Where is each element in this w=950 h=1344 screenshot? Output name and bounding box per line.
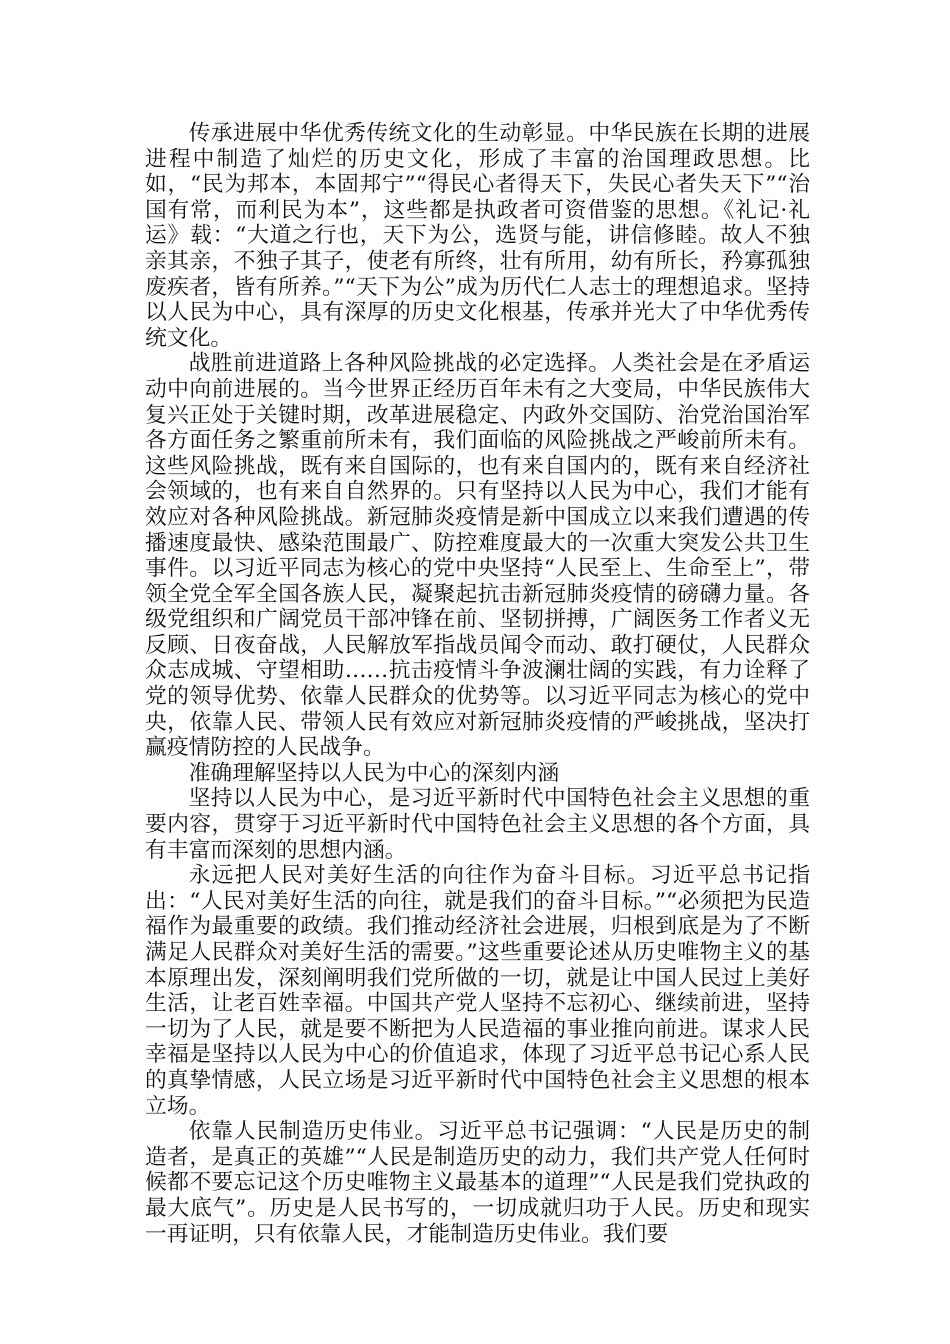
- section-heading: 准确理解坚持以人民为中心的深刻内涵: [188, 760, 560, 786]
- paragraph-risk-challenges: 战胜前进道路上各种风险挑战的必定选择。人类社会是在矛盾运动中向前进展的。当今世界正经历百年未有之大变局，中华民族伟大复兴正处于关键时期，改革进展稳定、内政外交国防、治党治国治军各方面任务之繁重前所未有，我们面临的风险挑战之严峻前所未有。这些风险挑战，既有来自国际的，也有来自国内的，既有来自经济社会领域的，也有来自自然界的。只有坚持以人民为中心，我们才能有效应对各种风险挑战。新冠肺炎疫情是新中国成立以来我们遭遇的传播速度最快、感染范围最广、防控难度最大的一次重大突发公共卫生事件。以习近平同志为核心的党中央坚持“人民至上、生命至上”，带领全党全军全国各族人民，凝聚起抗击新冠肺炎疫情的磅礴力量。各级党组织和广阔党员干部冲锋在前、坚韧拼搏，广阔医务工作者义无反顾、日夜奋战，人民解放军指战员闻令而动、敢打硬仗，人民群众众志成城、守望相助……抗击疫情斗争波澜壮阔的实践，有力诠释了党的领导优势、依靠人民群众的优势等。以习近平同志为核心的党中央，依靠人民、带领人民有效应对新冠肺炎疫情的严峻挑战，坚决打赢疫情防控的人民战争。: [145, 351, 810, 761]
- paragraph-rely-on-people: 依靠人民制造历史伟业。习近平总书记强调：“人民是历史的制造者，是真正的英雄”“人民是制造历史的动力，我们共产党人任何时候都不要忘记这个历史唯物主义最基本的道理”“人民是我们党执政的最大底气”。历史是人民书写的，一切成就归功于人民。历史和现实一再证明，只有依靠人民，才能制造历史伟业。我们要: [145, 1119, 810, 1247]
- paragraph-cultural-heritage: 传承进展中华优秀传统文化的生动彰显。中华民族在长期的进展进程中制造了灿烂的历史文化，形成了丰富的治国理政思想。比如，“民为邦本，本固邦宁”“得民心者得天下，失民心者失天下”“治国有常，而利民为本”，这些都是执政者可资借鉴的思想。《礼记·礼运》载：“大道之行也，天下为公，选贤与能，讲信修睦。故人不独亲其亲，不独子其子，使老有所终，壮有所用，幼有所长，矜寡孤独废疾者，皆有所养。”“天下为公”成为历代仁人志士的理想追求。坚持以人民为中心，具有深厚的历史文化根基，传承并光大了中华优秀传统文化。: [145, 121, 810, 351]
- document-body: [145, 121, 810, 1247]
- paragraph-better-life-goal: 永远把人民对美好生活的向往作为奋斗目标。习近平总书记指出：“人民对美好生活的向往，就是我们的奋斗目标。”“必须把为民造福作为最重要的政绩。我们推动经济社会进展，归根到底是为了不断满足人民群众对美好生活的需要。”这些重要论述从历史唯物主义的基本原理出发，深刻阐明我们党所做的一切，就是让中国人民过上美好生活，让老百姓幸福。中国共产党人坚持不忘初心、继续前进，坚持一切为了人民，就是要不断把为人民造福的事业推向前进。谋求人民幸福是坚持以人民为中心的价值追求，体现了习近平总书记心系人民的真挚情感，人民立场是习近平新时代中国特色社会主义思想的根本立场。: [145, 863, 810, 1119]
- paragraph-core-content: 坚持以人民为中心，是习近平新时代中国特色社会主义思想的重要内容，贯穿于习近平新时代中国特色社会主义思想的各个方面，具有丰富而深刻的思想内涵。: [145, 786, 810, 863]
